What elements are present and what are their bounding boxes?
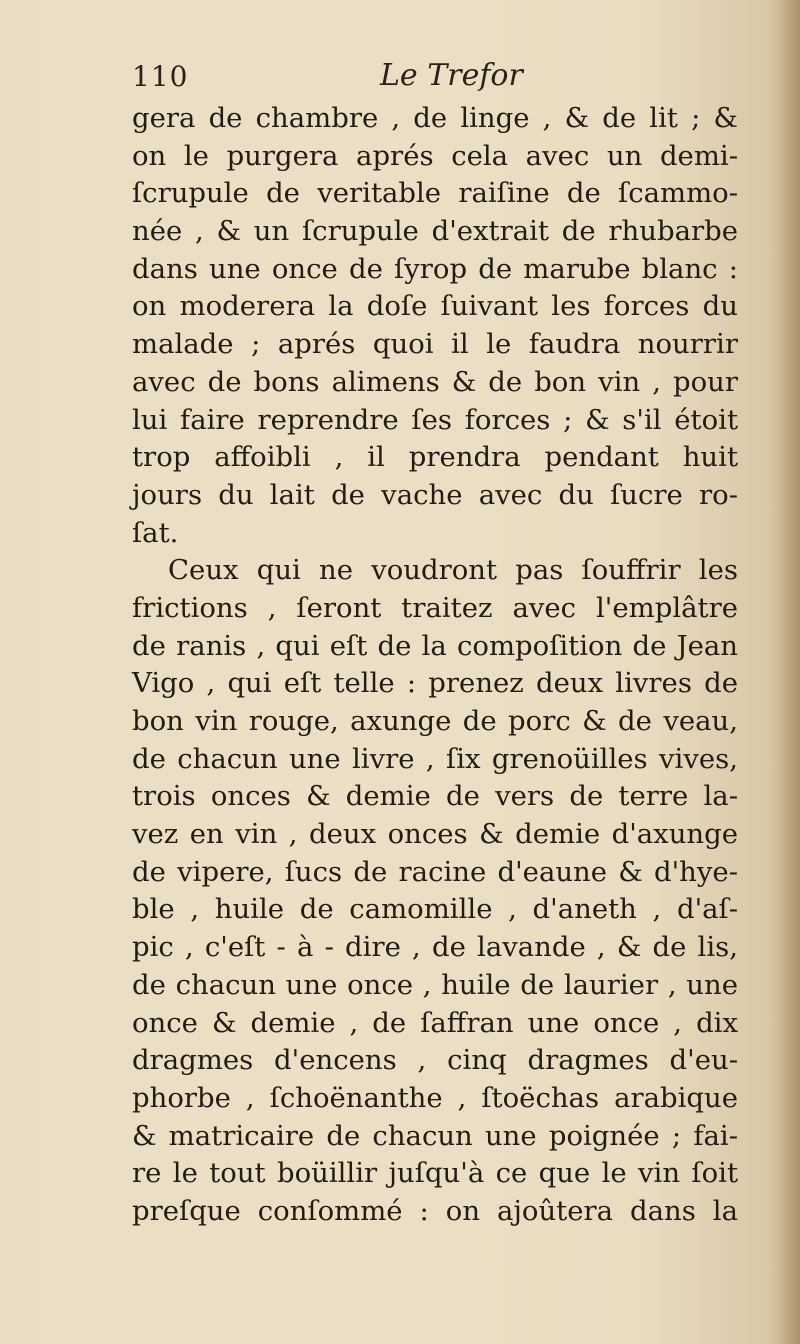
text-line: vez en vin , deux onces & demie d'axunge	[132, 818, 738, 851]
text-line: dans une once de ſyrop de marube blanc :	[132, 252, 738, 285]
text-line: de ranis , qui eſt de la compoſition de Jean	[132, 629, 738, 662]
text-line: lui faire reprendre ſes forces ; & s'il étoit	[132, 403, 738, 436]
text-line: & matricaire de chacun une poignée ; fai-	[132, 1119, 738, 1152]
text-line: phorbe , ſchoënanthe , ſtoëchas arabique	[132, 1081, 738, 1114]
text-line: jours du lait de vache avec du ſucre ro-	[132, 478, 738, 511]
text-line: de vipere, ſucs de racine d'eaune & d'hye-	[132, 855, 738, 888]
text-line: on moderera la doſe ſuivant les forces du	[132, 290, 738, 323]
text-line: bon vin rouge, axunge de porc & de veau,	[132, 705, 738, 737]
page-gutter-shadow	[778, 0, 800, 1344]
text-line: on le purgera aprés cela avec un demi-	[132, 139, 738, 172]
text-line: frictions , ſeront traitez avec l'emplâtre	[132, 591, 738, 624]
body-text	[132, 100, 738, 1231]
text-line: pic , c'eſt - à - dire , de lavande , & de lis,	[132, 931, 738, 964]
text-line: dragmes d'encens , cinq dragmes d'eu-	[132, 1044, 738, 1077]
text-line: de chacun une once , huile de laurier , une	[132, 968, 738, 1001]
running-head	[132, 60, 742, 100]
text-line: de chacun une livre , ſix grenoüilles vives,	[132, 742, 738, 775]
text-line: trop affoibli , il prendra pendant huit	[132, 441, 738, 474]
text-line: preſque conſommé : on ajoûtera dans la	[132, 1194, 738, 1227]
text-line: ſcrupule de veritable raiſine de ſcammo-	[132, 177, 738, 210]
text-line: malade ; aprés quoi il le faudra nourrir	[132, 328, 738, 361]
text-line: ble , huile de camomille , d'aneth , d'aſ-	[132, 893, 738, 926]
running-title: Le Trefor	[380, 58, 523, 93]
text-line: gera de chambre , de linge , & de lit ; &	[132, 102, 738, 134]
text-line: re le tout boüillir juſqu'à ce que le vin ſoit	[132, 1157, 738, 1190]
text-line: Vigo , qui eſt telle : prenez deux livres de	[132, 667, 738, 700]
paragraph-start: Ceux qui ne voudront pas ſouffrir les	[168, 554, 738, 587]
page-number: 110	[132, 60, 189, 93]
text-line: ſat.	[132, 516, 179, 549]
text-line: trois onces & demie de vers de terre la-	[132, 780, 738, 813]
text-line: avec de bons alimens & de bon vin , pour	[132, 365, 738, 398]
text-line: once & demie , de ſaffran une once , dix	[132, 1006, 738, 1039]
text-line: née , & un ſcrupule d'extrait de rhubarbe	[132, 215, 738, 248]
